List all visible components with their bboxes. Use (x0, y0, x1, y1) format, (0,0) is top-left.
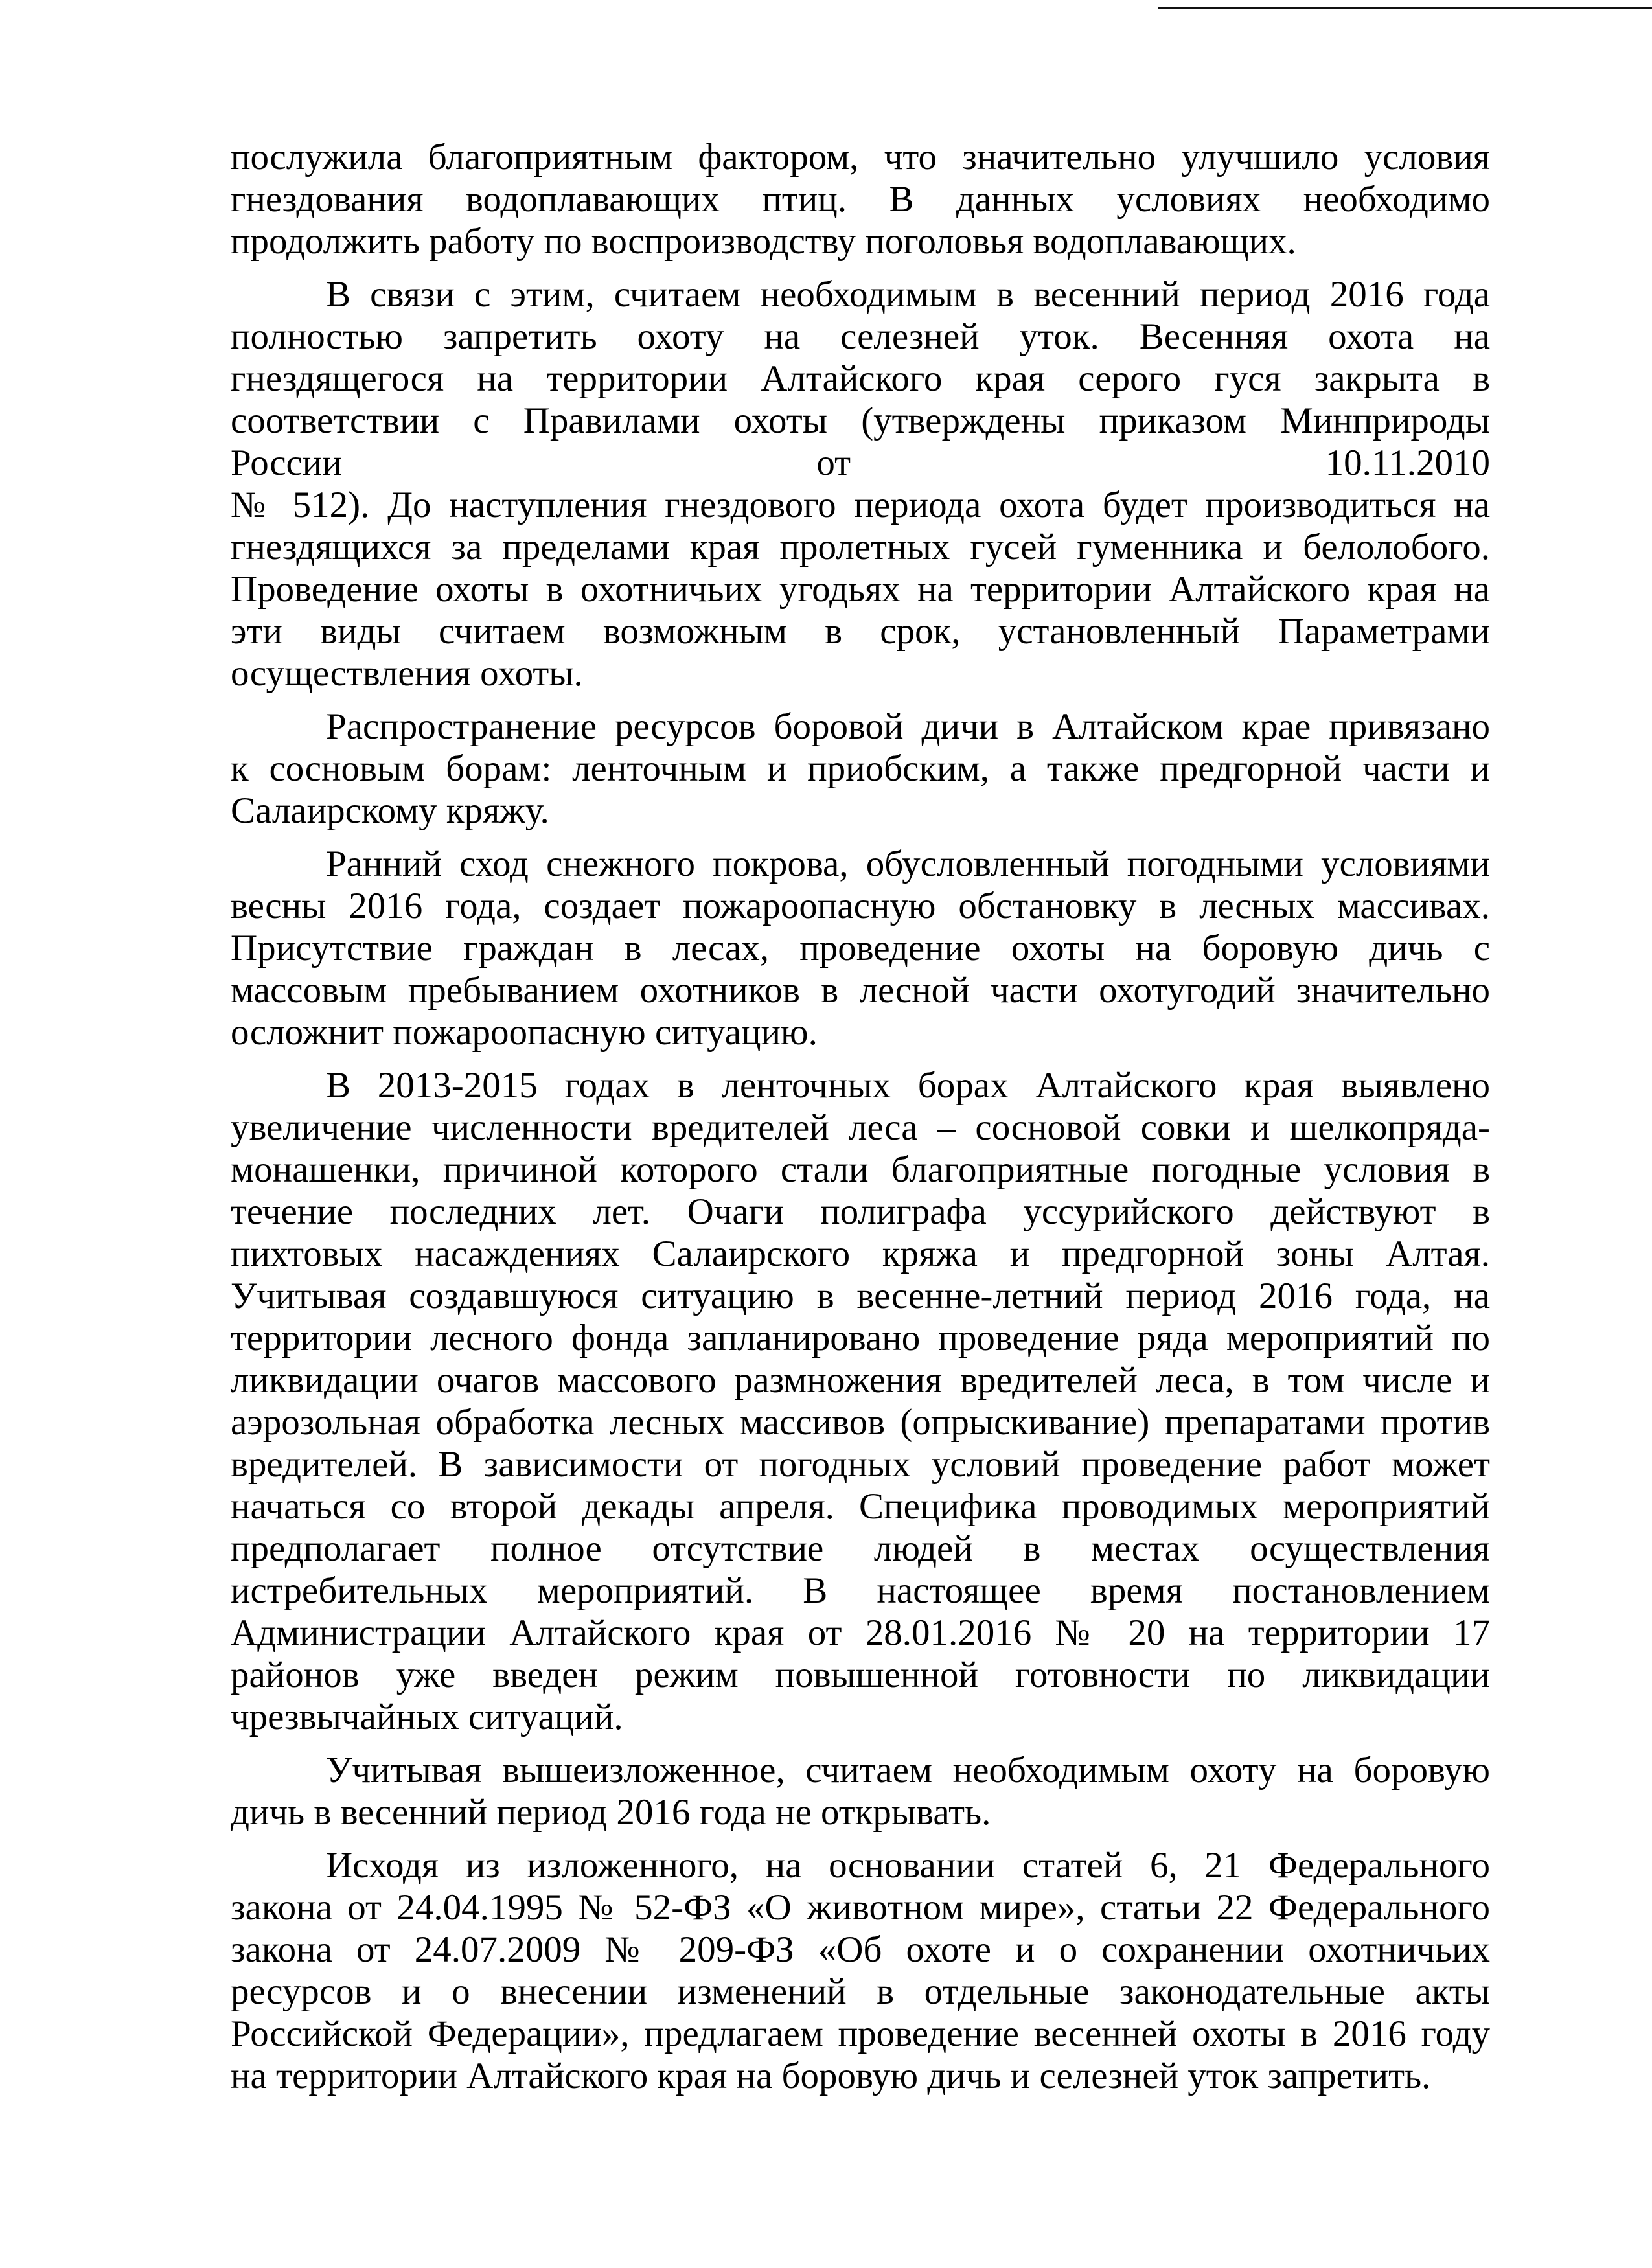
paragraph (231, 1064, 1490, 1738)
text-line: полностью запретить охоту на селезней уток. Весенняя охота на (231, 316, 1490, 357)
text-line: Присутствие граждан в лесах, проведение охоты на боровую дичь с (231, 928, 1490, 968)
text-line: районов уже введен режим повышенной готовности по ликвидации (231, 1655, 1490, 1695)
text-line: закона от 24.04.1995 № 52-ФЗ «О животном мире», статьи 22 Федерального (231, 1887, 1490, 1928)
text-line: осуществления охоты. (231, 653, 583, 694)
text-line: Проведение охоты в охотничьих угодьях на территории Алтайского края на (231, 569, 1490, 610)
text-line: Администрации Алтайского края от 28.01.2016 № 20 на территории 17 (231, 1612, 1490, 1653)
paragraph (231, 843, 1490, 1053)
text-line: гнездящегося на территории Алтайского края серого гуся закрыта в (231, 358, 1490, 399)
document-page (231, 136, 1490, 2108)
text-line: Ранний сход снежного покрова, обусловленный погодными условиями (326, 843, 1490, 884)
text-line: увеличение численности вредителей леса – сосновой совки и шелкопряда- (231, 1107, 1490, 1148)
text-line: монашенки, причиной которого стали благоприятные погодные условия в (231, 1149, 1490, 1190)
text-line: весны 2016 года, создает пожароопасную обстановку в лесных массивах. (231, 886, 1490, 926)
text-line: осложнит пожароопасную ситуацию. (231, 1012, 818, 1053)
text-line: течение последних лет. Очаги полиграфа уссурийского действуют в (231, 1191, 1490, 1232)
text-line: пихтовых насаждениях Салаирского кряжа и предгорной зоны Алтая. (231, 1233, 1490, 1274)
text-line: гнездования водоплавающих птиц. В данных условиях необходимо (231, 179, 1490, 220)
paragraph (231, 136, 1490, 262)
text-line: массовым пребыванием охотников в лесной части охотугодий значительно (231, 970, 1490, 1011)
text-line: на территории Алтайского края на боровую дичь и селезней уток запретить. (231, 2056, 1431, 2096)
text-line: аэрозольная обработка лесных массивов (опрыскивание) препаратами против (231, 1402, 1490, 1443)
paragraph (231, 1844, 1490, 2097)
text-line: чрезвычайных ситуаций. (231, 1697, 623, 1737)
text-line: Российской Федерации», предлагаем проведение весенней охоты в 2016 году (231, 2013, 1490, 2054)
text-line: В связи с этим, считаем необходимым в весенний период 2016 года (326, 274, 1490, 315)
text-line: Салаирскому кряжу. (231, 790, 549, 831)
text-line: к сосновым борам: ленточным и приобским, а также предгорной части и (231, 748, 1490, 789)
text-line: закона от 24.07.2009 № 209-ФЗ «Об охоте и о сохранении охотничьих (231, 1929, 1490, 1970)
text-line: дичь в весенний период 2016 года не открывать. (231, 1792, 991, 1833)
text-line: гнездящихся за пределами края пролетных гусей гуменника и белолобого. (231, 527, 1490, 567)
text-line: ресурсов и о внесении изменений в отдельные законодательные акты (231, 1971, 1490, 2012)
text-line: начаться со второй декады апреля. Специфика проводимых мероприятий (231, 1486, 1490, 1527)
text-line: вредителей. В зависимости от погодных условий проведение работ может (231, 1444, 1490, 1485)
text-line: предполагает полное отсутствие людей в местах осуществления (231, 1528, 1490, 1569)
text-line: Учитывая вышеизложенное, считаем необходимым охоту на боровую (326, 1750, 1490, 1791)
text-line: ликвидации очагов массового размножения вредителей леса, в том числе и (231, 1360, 1490, 1401)
paragraph (231, 273, 1490, 694)
paragraph (231, 705, 1490, 832)
text-line: России от 10.11.2010 (231, 442, 1490, 483)
text-line: продолжить работу по воспроизводству поголовья водоплавающих. (231, 221, 1296, 262)
text-line: Учитывая создавшуюся ситуацию в весенне-летний период 2016 года, на (231, 1276, 1490, 1316)
scan-edge-line (1158, 7, 1652, 9)
text-line: Распространение ресурсов боровой дичи в Алтайском крае привязано (326, 706, 1490, 747)
text-line: В 2013-2015 годах в ленточных борах Алтайского края выявлено (326, 1065, 1490, 1106)
text-line: соответствии с Правилами охоты (утверждены приказом Минприроды (231, 400, 1490, 441)
text-line: эти виды считаем возможным в срок, установленный Параметрами (231, 611, 1490, 652)
text-line: истребительных мероприятий. В настоящее время постановлением (231, 1570, 1490, 1611)
paragraph (231, 1749, 1490, 1833)
text-line: послужила благоприятным фактором, что значительно улучшило условия (231, 137, 1490, 178)
text-line: № 512). До наступления гнездового периода охота будет производиться на (231, 485, 1490, 525)
text-line: Исходя из изложенного, на основании статей 6, 21 Федерального (326, 1845, 1490, 1886)
text-line: территории лесного фонда запланировано проведение ряда мероприятий по (231, 1318, 1490, 1358)
